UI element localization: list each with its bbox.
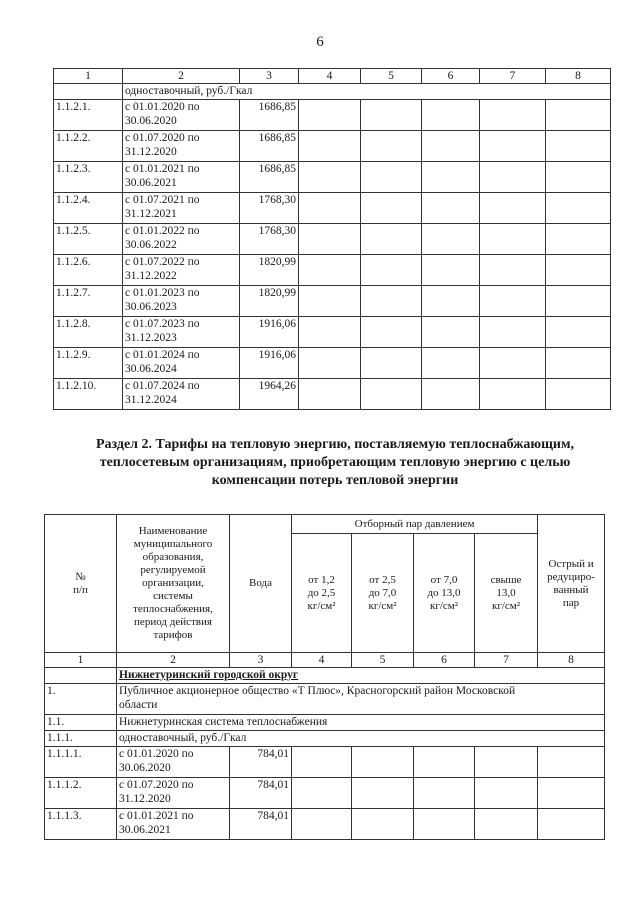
row-period: с 01.01.2024 по 30.06.2024 (123, 348, 240, 379)
row-period: с 01.07.2020 по 31.12.2020 (117, 778, 230, 809)
row-id: 1.1.2.2. (54, 131, 123, 162)
empty-cell (299, 131, 361, 162)
empty-cell (361, 100, 422, 131)
row-id: 1.1.1.3. (45, 809, 117, 840)
column-number: 6 (422, 69, 480, 84)
tariff-type-label: одноставочный, руб./Гкал (117, 731, 605, 747)
row-water-value: 784,01 (230, 747, 292, 778)
col-header-steam-1: от 1,2 до 2,5 кг/см² (292, 534, 352, 653)
empty-cell (538, 778, 605, 809)
empty-cell (361, 317, 422, 348)
column-number: 4 (292, 653, 352, 668)
empty-cell (299, 193, 361, 224)
col-header-steam-3: от 7,0 до 13,0 кг/см² (414, 534, 475, 653)
column-number: 6 (414, 653, 475, 668)
empty-cell (475, 747, 538, 778)
empty-cell (480, 379, 546, 410)
row-water-value: 1820,99 (240, 255, 299, 286)
empty-cell (480, 255, 546, 286)
empty-cell (546, 162, 611, 193)
row-id: 1.1.2.3. (54, 162, 123, 193)
column-number: 2 (117, 653, 230, 668)
column-number: 7 (480, 69, 546, 84)
table-row (54, 193, 611, 224)
column-number: 8 (546, 69, 611, 84)
column-number: 1 (45, 653, 117, 668)
table-row (54, 224, 611, 255)
empty-cell (422, 255, 480, 286)
row-id: 1.1.2.9. (54, 348, 123, 379)
empty-cell (299, 286, 361, 317)
row-water-value: 1964,26 (240, 379, 299, 410)
empty-cell (299, 255, 361, 286)
empty-cell (475, 778, 538, 809)
row-water-value: 1820,99 (240, 286, 299, 317)
empty-cell (546, 224, 611, 255)
tariff-table-section2 (44, 514, 605, 840)
empty-cell (361, 162, 422, 193)
column-number: 5 (352, 653, 414, 668)
column-number: 1 (54, 69, 123, 84)
empty-cell (361, 131, 422, 162)
section-title: Раздел 2. Тарифы на тепловую энергию, поставляемую теплоснабжающим, теплосетевым организациям, приобретающим тепловую энергию с целью компенсации потерь тепловой энергии (95, 437, 575, 488)
tariff-id: 1.1.1. (45, 731, 117, 747)
empty-cell (352, 778, 414, 809)
row-period: с 01.07.2022 по 31.12.2022 (123, 255, 240, 286)
empty-cell (299, 379, 361, 410)
empty-cell (422, 379, 480, 410)
empty-cell (299, 162, 361, 193)
empty-cell (422, 286, 480, 317)
empty-cell (422, 224, 480, 255)
org-name: Публичное акционерное общество «Т Плюс», Красногорский район Московской области (117, 684, 605, 715)
table-row (45, 809, 605, 840)
column-number: 8 (538, 653, 605, 668)
row-period: с 01.01.2022 по 30.06.2022 (123, 224, 240, 255)
empty-cell (546, 379, 611, 410)
empty-cell (352, 809, 414, 840)
row-period: с 01.01.2021 по 30.06.2021 (123, 162, 240, 193)
row-water-value: 784,01 (230, 809, 292, 840)
row-water-value: 1916,06 (240, 348, 299, 379)
column-number: 4 (299, 69, 361, 84)
col-header-steam-4: свыше 13,0 кг/см² (475, 534, 538, 653)
empty-cell (352, 747, 414, 778)
row-period: с 01.07.2020 по 31.12.2020 (123, 131, 240, 162)
empty-cell (292, 809, 352, 840)
table-row (45, 747, 605, 778)
empty-cell (480, 348, 546, 379)
empty-cell (480, 286, 546, 317)
empty-cell (422, 162, 480, 193)
column-number: 3 (240, 69, 299, 84)
empty-cell (361, 224, 422, 255)
empty-cell (414, 809, 475, 840)
row-water-value: 784,01 (230, 778, 292, 809)
table-row (54, 131, 611, 162)
organization-row (45, 684, 605, 715)
empty-cell (475, 809, 538, 840)
empty-cell (361, 348, 422, 379)
row-id: 1.1.2.1. (54, 100, 123, 131)
row-period: с 01.07.2021 по 31.12.2021 (123, 193, 240, 224)
col-header-name: Наименование муниципального образования, регулируемой организации, системы теплоснабжения, период действия тарифов (117, 515, 230, 653)
col-header-num: № п/п (45, 515, 117, 653)
table-row (54, 162, 611, 193)
empty-cell (546, 348, 611, 379)
col-header-sharp-steam: Острый и редуциро- ванный пар (538, 515, 605, 653)
empty-cell (292, 747, 352, 778)
table-row (54, 348, 611, 379)
empty-cell (292, 778, 352, 809)
page-number: 6 (316, 34, 324, 50)
row-period: с 01.01.2020 по 30.06.2020 (117, 747, 230, 778)
row-water-value: 1768,30 (240, 193, 299, 224)
empty-cell (480, 131, 546, 162)
empty-cell (414, 747, 475, 778)
empty-cell (480, 317, 546, 348)
empty-cell (422, 317, 480, 348)
empty-cell (546, 286, 611, 317)
column-number: 5 (361, 69, 422, 84)
empty-cell (546, 100, 611, 131)
col-header-water: Вода (230, 515, 292, 653)
tariff-type-row (54, 84, 611, 100)
empty-cell (422, 193, 480, 224)
row-water-value: 1916,06 (240, 317, 299, 348)
empty-cell (299, 224, 361, 255)
empty-cell (361, 379, 422, 410)
row-id: 1.1.1.2. (45, 778, 117, 809)
empty-cell (546, 317, 611, 348)
empty-cell (480, 100, 546, 131)
empty-cell (422, 100, 480, 131)
row-id: 1.1.2.4. (54, 193, 123, 224)
column-number: 2 (123, 69, 240, 84)
column-number: 3 (230, 653, 292, 668)
row-id: 1.1.2.7. (54, 286, 123, 317)
empty-cell (538, 747, 605, 778)
row-water-value: 1768,30 (240, 224, 299, 255)
table-row (54, 379, 611, 410)
row-id: 1.1.2.8. (54, 317, 123, 348)
empty-cell (422, 348, 480, 379)
col-header-steam-2: от 2,5 до 7,0 кг/см² (352, 534, 414, 653)
tariff-type-label: одноставочный, руб./Гкал (123, 84, 611, 100)
empty-cell (480, 193, 546, 224)
row-id: 1.1.2.10. (54, 379, 123, 410)
empty-cell (299, 348, 361, 379)
row-id: 1.1.2.6. (54, 255, 123, 286)
row-id: 1.1.2.5. (54, 224, 123, 255)
empty-cell (546, 131, 611, 162)
district-row (45, 668, 605, 684)
tariff-type-row (45, 731, 605, 747)
empty-cell (422, 131, 480, 162)
org-id: 1. (45, 684, 117, 715)
column-number-row (45, 653, 605, 668)
column-number-row (54, 69, 611, 84)
table-row (54, 255, 611, 286)
empty-cell (361, 255, 422, 286)
system-id: 1.1. (45, 715, 117, 731)
table-row (45, 778, 605, 809)
empty-cell (538, 809, 605, 840)
row-period: с 01.07.2023 по 31.12.2023 (123, 317, 240, 348)
empty-cell (480, 162, 546, 193)
row-period: с 01.01.2023 по 30.06.2023 (123, 286, 240, 317)
empty-cell (361, 193, 422, 224)
system-row (45, 715, 605, 731)
table-row (54, 286, 611, 317)
empty-cell (299, 317, 361, 348)
empty-cell (480, 224, 546, 255)
empty-cell (546, 193, 611, 224)
row-id: 1.1.1.1. (45, 747, 117, 778)
row-water-value: 1686,85 (240, 162, 299, 193)
row-water-value: 1686,85 (240, 100, 299, 131)
empty-cell (546, 255, 611, 286)
col-header-steam-group: Отборный пар давлением (292, 515, 538, 534)
system-name: Нижнетуринская система теплоснабжения (117, 715, 605, 731)
table-row (54, 317, 611, 348)
empty-cell (361, 286, 422, 317)
empty-cell (299, 100, 361, 131)
table-row (54, 100, 611, 131)
row-period: с 01.01.2021 по 30.06.2021 (117, 809, 230, 840)
tariff-table-continued (53, 68, 611, 410)
row-period: с 01.07.2024 по 31.12.2024 (123, 379, 240, 410)
column-number: 7 (475, 653, 538, 668)
row-water-value: 1686,85 (240, 131, 299, 162)
district-name: Нижнетуринский городской округ (119, 669, 299, 681)
row-period: с 01.01.2020 по 30.06.2020 (123, 100, 240, 131)
header-row-top (45, 515, 605, 534)
empty-cell (414, 778, 475, 809)
